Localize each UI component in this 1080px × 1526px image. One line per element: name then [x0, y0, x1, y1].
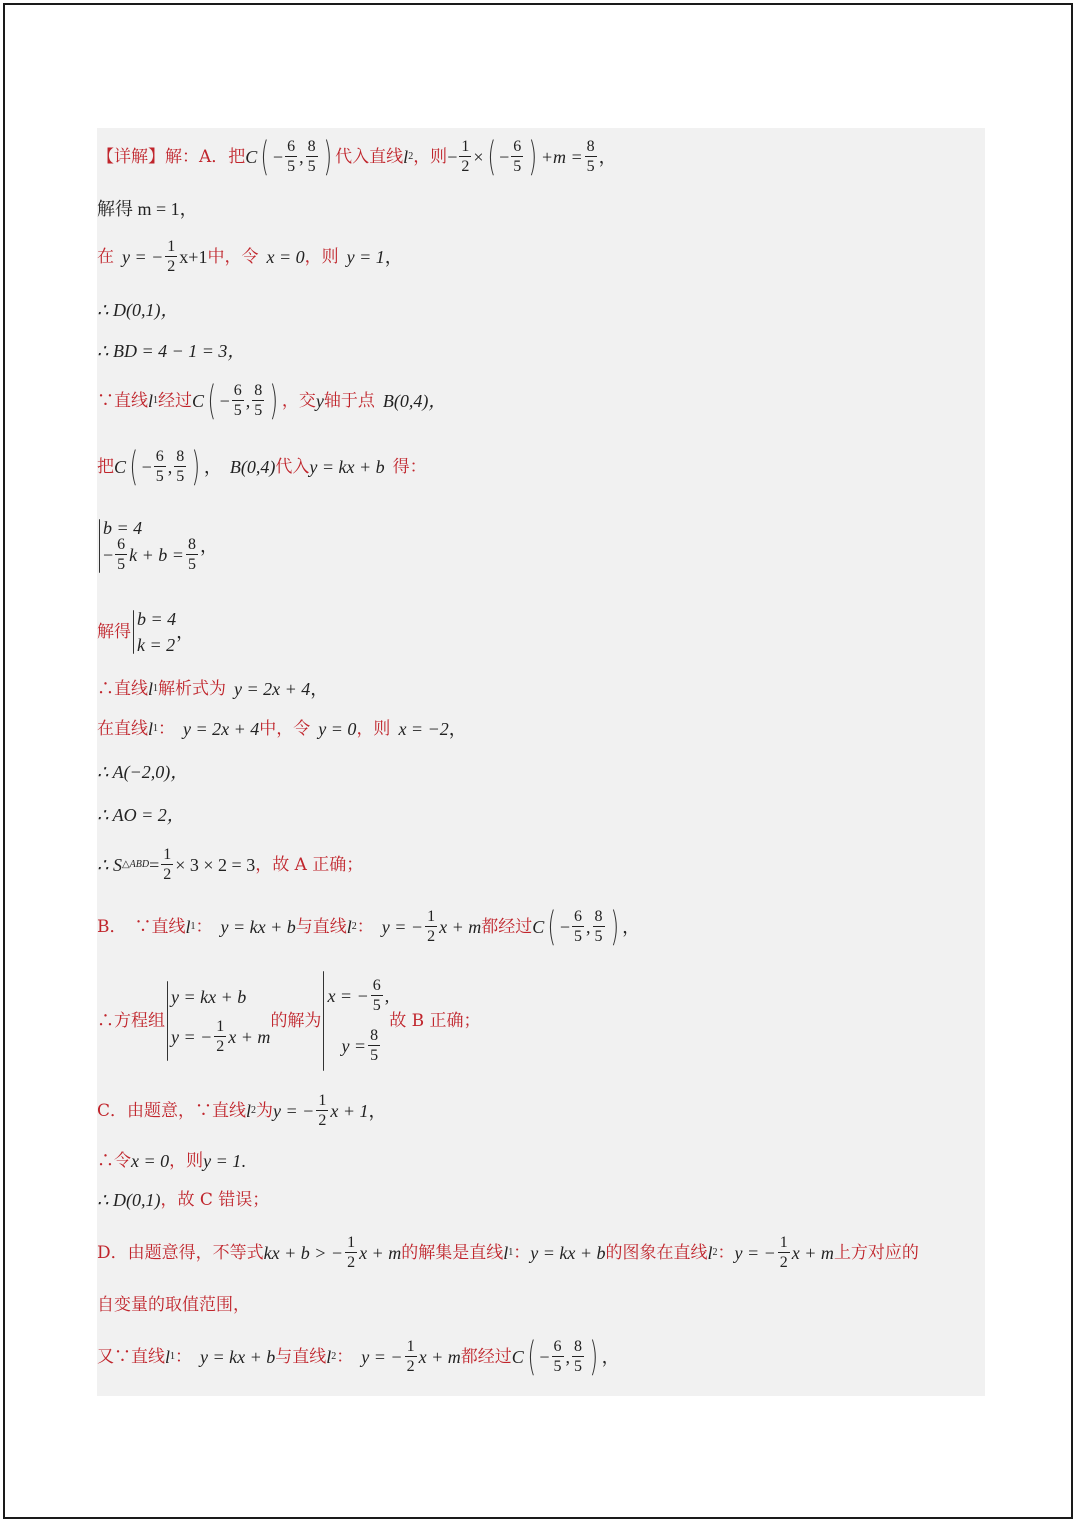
- line-9: 解得 b = 4 k = 2 ，: [97, 609, 195, 655]
- line-13: ∴ AO = 2，: [97, 805, 185, 825]
- line-6: ∵直线 l 1 经过 C ( − $\frac{6}{5}$ , $\frac{8}{5}$ ) ，交 y 轴于点 B(0,4)，: [97, 378, 447, 424]
- line-18: ∴令 x = 0 ，则 y = 1 .: [97, 1150, 246, 1171]
- line-2: 解得 m = 1，: [97, 199, 198, 219]
- fraction: $\frac{1}{2}$: [461, 138, 470, 175]
- line-8-system: b = 4 − $\frac{6}{5}$ k + b = $\frac{8}{5}$ ，: [97, 508, 218, 584]
- line-14: ∴ S △ABD = $\frac{1}{2}$ × 3 × 2 = 3 ，故 A 正确；: [97, 846, 364, 883]
- line-4: ∴ D(0,1)，: [97, 300, 179, 320]
- line-12: ∴ A(−2,0)，: [97, 762, 189, 782]
- solution-system: x = − $\frac{6}{5}$ , y = $\frac{8}{5}$: [321, 971, 389, 1071]
- line-11: 在直线 l 1 ： y = 2x + 4 中，令 y = 0 ，则 x = −2 ，: [97, 718, 467, 739]
- solution-system: b = 4 k = 2: [131, 610, 176, 654]
- line-15: B． ∵直线 l 1 ： y = kx + b 与直线 l 2 ： y = − $\frac{1}{2}$ x + m 都经过 C ( − $\frac{6}{5}$ , $\frac{8}{5}$ ) ，: [97, 904, 641, 950]
- line-20: D．由题意得，不等式 kx + b > − $\frac{1}{2}$ x + m 的解集是直线 l 1 ： y = kx + b 的图象在直线 l 2 ： y = − $\frac{1}{2}$ x + m 上方对应的: [97, 1234, 919, 1271]
- line-5: ∴ BD = 4 − 1 = 3，: [97, 341, 246, 361]
- fraction: $\frac{6}{5}$: [287, 138, 296, 175]
- solution-panel: [97, 128, 985, 1396]
- fraction: $\frac{8}{5}$: [586, 138, 595, 175]
- text: 代入直线: [335, 146, 404, 167]
- paren-left: (: [260, 134, 270, 180]
- line-10: ∴直线 l 1 解析式为 y = 2x + 4 ，: [97, 678, 329, 699]
- line-21: 自变量的取值范围，: [97, 1294, 250, 1315]
- line-22: 又∵直线 l 1 ： y = kx + b 与直线 l 2 ： y = − $\frac{1}{2}$ x + m 都经过 C ( − $\frac{6}{5}$ , $\frac{8}{5}$ ) ，: [97, 1334, 620, 1380]
- equation-system: y = kx + b y = − $\frac{1}{2}$ x + m: [165, 981, 270, 1061]
- text: ，则: [413, 146, 448, 167]
- line-17: C．由题意， ∵直线 l 2 为 y = − $\frac{1}{2}$ x + 1 ，: [97, 1092, 387, 1129]
- equation-system: b = 4 − $\frac{6}{5}$ k + b = $\frac{8}{5}$: [97, 519, 200, 573]
- line-19: ∴ D(0,1) ，故 C 错误；: [97, 1189, 270, 1210]
- line-7: 把 C ( − $\frac{6}{5}$ , $\frac{8}{5}$ ) ， B(0,4) 代入 y = kx + b 得：: [97, 444, 427, 490]
- equation: +m =: [540, 147, 583, 167]
- line-1: 【详解】 解：A．把 C ( − $\frac{6}{5}$ , $\frac{8}{5}$ ) 代入直线 l 2 ，则 − $\frac{1}{2}$ × ( − $\frac{6}{5}$ ) +m = $\frac{8}{5}$ ，: [97, 134, 617, 180]
- detail-tag: 【详解】: [97, 146, 165, 167]
- line-l2: l: [403, 147, 409, 167]
- line-3: 在 y = − $\frac{1}{2}$ x+1 中，令 x = 0 ，则 y = 1 ，: [97, 238, 403, 275]
- point-C: C: [245, 147, 258, 167]
- fraction: $\frac{6}{5}$: [513, 138, 522, 175]
- text: 解：A．把: [165, 146, 246, 167]
- fraction: $\frac{8}{5}$: [307, 138, 316, 175]
- paren-right: ): [323, 134, 332, 180]
- minus: −: [272, 147, 284, 167]
- line-16: ∴方程组 y = kx + b y = − $\frac{1}{2}$ x + m 的解为 x = − $\frac{6}{5}$ , y = $\frac{8}{5}$ 故 B 正确；: [97, 970, 481, 1072]
